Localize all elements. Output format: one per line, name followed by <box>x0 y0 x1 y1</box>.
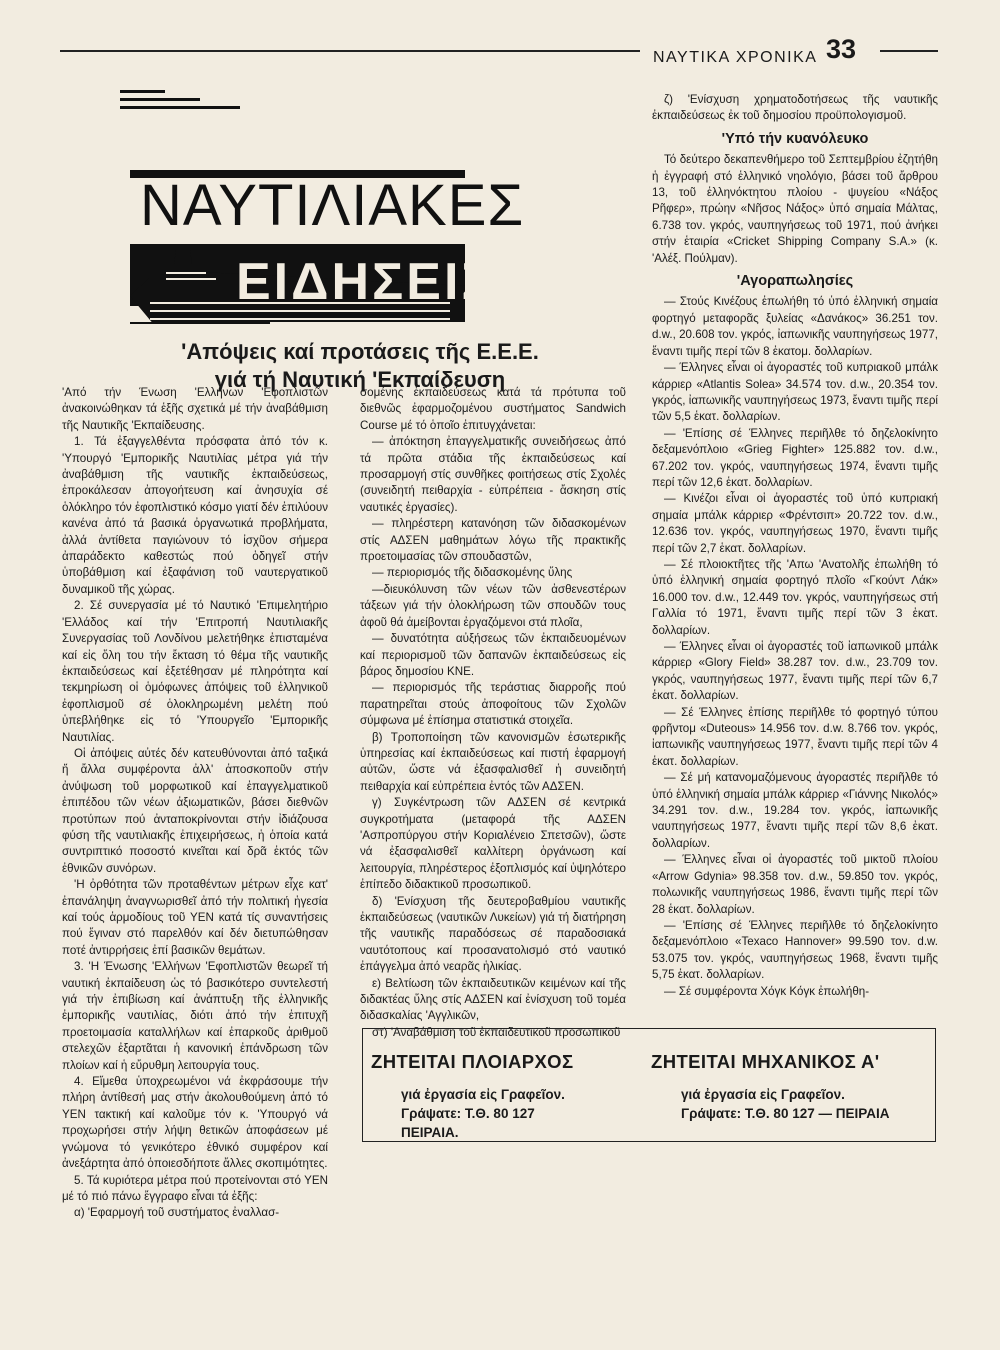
news-item: — 'Επίσης σέ Έλληνες περιῆλθε τό δηζελοκίνητο δεξαμενόπλοιο «Texaco Hannover» 99.590 τον. d.w. 53.075 τον. γκρός, ναυπηγήσεως 1968, ἔναντι τιμῆς 5,75 ἑκατ. δολλαρίων. <box>652 918 938 982</box>
magazine-name: ΝΑΥΤΙΚΑ ΧΡΟΝΙΚΑ <box>653 49 818 66</box>
news-item: — Στούς Κινέζους ἐπωλήθη τό ὑπό ἑλληνική σημαία φορτηγό μεταφορᾶς ξυλείας «Δανάκος» 36.251 τον. d.w., 20.608 τον. γκρός, ἰαπωνικῆς ναυπηγήσεως 1977, ἔναντι τιμῆς περί τῶν 8 ἑκατομ. δολλαρίων. <box>652 295 938 358</box>
section-heading: 'Υπό τήν κυανόλευκο <box>721 130 869 147</box>
paragraph: 2. Σέ συνεργασία μέ τό Ναυτικό 'Επιμελητήριο 'Ελλάδος καί τήν 'Επιτροπή Ναυτιλιακῆς Συνεργασίας τοῦ Λονδίνου μελετήθηκε ἐπισταμένα καί εἰς ὅλη του τήν ἔκταση τό θέμα τῆς ναυτικῆς ἐκπαιδεύσεως καί ἐξετέθησαν μέ πληρότητα καί τεκμηρίωση οἱ ὁμόφωνες ἀπόψεις τοῦ ἑλληνικοῦ ἐφοπλισμοῦ σέ ὁλοκληρωμένη μελέτη πού ὑπεβλήθηκε εἰς τό 'Υπουργεῖο 'Εμπορικῆς Ναυτιλίας. <box>62 599 328 744</box>
paragraph: — ἀπόκτηση ἐπαγγελματικῆς συνειδήσεως ἀπό τά πρῶτα στάδια τῆς ἐκπαιδεύσεως καί προσαρμογή στίς συνθῆκες φοιτήσεως στίς Σχολές (συνειδητή πειθαρχία - εὐπρέπεια - ἄσκηση στίς ναυτικές ἐργασίες). <box>360 435 626 514</box>
header-rule <box>60 50 640 52</box>
ad-text: γιά ἐργασία εἰς Γραφεῖον. <box>401 1087 565 1102</box>
paragraph: 'Η ὀρθότητα τῶν προταθέντων μέτρων εἶχε κατ' ἐπανάληψη ἀναγνωρισθεῖ ἀπό τήν πολιτική ἡγεσία καί τούς ἁρμοδίους τοῦ ΥΕΝ κατά τίς συναντήσεις πού ἔγιναν στό παρελθόν καί δέν διετυπώθησαν ποτέ ἀντιρρήσεις ἐπί βασικῶν θεμάτων. <box>62 878 328 957</box>
paragraph: — περιορισμός τῆς διδασκομένης ὕλης <box>372 566 573 580</box>
article-column-1 <box>62 385 328 1222</box>
news-item: — Κινέζοι εἶναι οἱ ἀγοραστές τοῦ ὑπό κυπριακή σημαία μπάλκ κάρριερ «Φρέντσιπ» 20.722 τον. d.w., 12.636 τον. γκρός, ναυπηγήσεως 1970, ἔναντι τιμῆς περί τῶν 2,7 ἑκατ. δολλαρίων. <box>652 492 938 555</box>
paragraph: ζ) 'Ενίσχυση χρηματοδοτήσεως τῆς ναυτικῆς ἐκπαιδεύσεως ἐκ τοῦ δημοσίου προϋπολογισμοῦ. <box>652 93 938 123</box>
news-item: — Έλληνες εἶναι οἱ ἀγοραστές τοῦ ἰαπωνικοῦ μπάλκ κάρριερ «Glory Field» 38.287 τον. d.w., 23.709 τον. γκρός, ναυπηγήσεως 1977, ἔναντι τιμῆς περί τῶν 6,7 ἑκατ. δολλαρίων. <box>652 640 938 703</box>
ad-captain <box>371 1051 646 1142</box>
news-item: — Έλληνες εἶναι οἱ ἀγοραστές τοῦ μικτοῦ πλοίου «Arrow Gdynia» 98.358 τον. d.w., 59.850 τον. γκρός, πολωνικῆς ναυπηγήσεως 1986, ἔναντι τιμῆς περί τῶν 28 ἑκατ. δολλαρίων. <box>652 853 938 916</box>
article-column-2 <box>360 385 626 1041</box>
paragraph: α) 'Εφαρμογή τοῦ συστήματος ἐναλλασ- <box>74 1206 280 1220</box>
banner-title-line2: ΕΙΔΗΣΕΙΣ <box>236 253 496 311</box>
news-item: — Σέ μή κατανομαζόμενους ἀγοραστές περιῆλθε τό ὑπό ἑλληνική σημαία μπάλκ κάρριερ «Γιάννης Νικολός» 34.291 τον. d.w., 19.284 τον. γκρός, ἰαπωνικῆς ναυπηγήσεως 1977, ἔναντι τιμῆς περί τῶν 8,6 ἑκατ. δολλαρίων. <box>652 771 938 850</box>
page-number: 33 <box>826 34 857 64</box>
paragraph: β) Τροποποίηση τῶν κανονισμῶν ἐσωτερικῆς ὑπηρεσίας καί ἐκπαιδεύσεως καί πιστή ἐφαρμογή αὐτῶν, ὥστε νά ἐξασφαλισθεῖ ἡ συνειδητή πειθαρχία καί εὐπρέπεια ἐντός τῶν ΑΔΣΕΝ. <box>360 730 626 793</box>
ad-title: ΖΗΤΕΙΤΑΙ ΠΛΟΙΑΡΧΟΣ <box>371 1051 574 1072</box>
headline-line1: 'Απόψεις καί προτάσεις τῆς Ε.Ε.Ε. <box>181 339 539 364</box>
ad-text: ΠΕΙΡΑΙΑ. <box>401 1125 459 1140</box>
paragraph: στ) 'Αναβάθμιση τοῦ ἐκπαιδευτικοῦ προσωπικοῦ <box>372 1025 621 1039</box>
header-rule-right <box>880 50 938 52</box>
paragraph: — πληρέστερη κατανόηση τῶν διδασκομένων στίς ΑΔΣΕΝ μαθημάτων λόγω τῆς πρακτικῆς προετοιμασίας τῶν σπουδαστῶν, <box>360 517 626 564</box>
news-item: — Σέ συμφέροντα Χόγκ Κόγκ ἐπωλήθη- <box>664 984 870 998</box>
news-item: — Σέ Έλληνες ἐπίσης περιῆλθε τό φορτηγό τύπου φρῆντομ «Duteous» 14.956 τον. d.w. 8.766 τον. γκρός, ἰαπωνικῆς ναυπηγήσεως 1977, ἔναντι τιμῆς περί τῶν 4 ἑκατ. δολλαρίων. <box>652 705 938 768</box>
ad-text: γιά ἐργασία εἰς Γραφεῖον. <box>681 1087 845 1102</box>
banner-title-line1: ΝΑΥΤΙΛΙΑΚΕΣ <box>140 173 525 238</box>
paragraph: 5. Τά κυριότερα μέτρα πού προτείνονται στό ΥΕΝ μέ τό πιό πάνω ἔγγραφο εἶναι τά ἑξῆς: <box>62 1173 328 1203</box>
section-banner <box>90 72 525 334</box>
paragraph: ε) Βελτίωση τῶν ἐκπαιδευτικῶν κειμένων καί τῆς διδακτέας ὕλης στίς ΑΔΣΕΝ καί ἐνίσχυση τοῦ τομέα διδασκαλίας 'Αγγλικῶν, <box>360 976 626 1023</box>
paragraph: Τό δεύτερο δεκαπενθήμερο τοῦ Σεπτεμβρίου ἐζητήθη ἡ ἐγγραφή στό ἑλληνικό νηολόγιο, βάσει τοῦ ἄρθρου 13, τοῦ ἑλληνόκτητου πλοίου - ψυγείου «Νάξος Ρῆφερ», πρώην «Νῆσος Νάξος» ὑπό σημαία Μάλτας, 6.738 τον. γκρός, ναυπηγήσεως τοῦ 1971, πού ἀνήκει στήν ἑταιρία «Cricket Shipping Company S.A.» (κ. 'Αλέξ. Πούλμαν). <box>652 153 938 265</box>
headline-line2: γιά τή Ναυτική 'Εκπαίδευση <box>214 367 506 392</box>
paragraph: 1. Τά ἐξαγγελθέντα πρόσφατα ἀπό τόν κ. 'Υπουργό 'Εμπορικῆς Ναυτιλίας μέτρα γιά τήν ἀναβάθμιση τῆς ναυτικῆς ἐκπαιδεύσεως, ἐπροκάλεσαν ἀπογοήτευση καί ἀνησυχία σέ ὁλόκληρο τόν ἐφοπλιστικό κόσμο γιατί δέν ἐπιλύουν κανένα ἀπό τά βασικά ὀργανωτικά προβλήματα, ἀλλά ἀντίθετα παγιώνουν τό ἰσχῦον σήμερα ἀπαράδεκτο καθεστώς πού ὁδηγεῖ στήν ὑποβάθμιση καί ἐξαφάνιση τοῦ ναυτεργατικοῦ δυναμικοῦ τῆς χώρας. <box>62 435 328 596</box>
news-item: — Σέ πλοιοκτῆτες τῆς 'Απω 'Ανατολῆς ἐπωλήθη τό ὑπό ἑλληνική σημαία φορτηγό πλοῖο «Γκούντ Λάκ» 16.000 τον. d.w., 12.449 τον. γκρός, ναυπηγήσεως στή Γαλλία τό 1971, ἔναντι τιμῆς περί τῶν 3 ἑκατ. δολλαρίων. <box>652 557 938 637</box>
paragraph: 'Από τήν Ένωση 'Ελλήνων 'Εφοπλιστῶν ἀνακοινώθηκαν τά ἑξῆς σχετικά μέ τήν ἀναβάθμιση τῆς Ναυτικῆς 'Εκπαίδευσης. <box>62 386 328 432</box>
ad-title: ΖΗΤΕΙΤΑΙ ΜΗΧΑΝΙΚΟΣ Α' <box>651 1051 880 1072</box>
paragraph: 3. 'Η Ένωσης 'Ελλήνων 'Εφοπλιστῶν θεωρεῖ τή ναυτική ἐκπαίδευση ὡς τό βασικότερο συντελεστή γιά τήν ἐπιβίωση καί ἀνάπτυξη τῆς ἑλληνικῆς ἐμπορικῆς ναυτιλίας, διότι ἀπό τήν ἐπιτυχῆ προετοιμασία καταλλήλων καί ἐπαρκοῦς ἀριθμοῦ στελεχῶν ἐξαρτᾶται ἡ κανονική ἐπάνδρωση τῶν πλοίων καί ἡ εὔρυθμη λειτουργία τους. <box>62 960 328 1072</box>
paragraph: 4. Εἴμεθα ὑποχρεωμένοι νά ἐκφράσουμε τήν πλήρη ἀντίθεσή μας στήν ἀκολουθούμενη ἀπό τό ΥΕΝ τακτική καί καλοῦμε τόν κ. 'Υπουργό νά προχωρήσει στήν λήψη θετικῶν ἀποφάσεων μέ γνώμονα τό γενικότερο ἐθνικό συμφέρον καί ἀνεξάρτητα ἀπό ὁποιεσδήποτε ἄλλες σκοπιμότητες. <box>62 1075 328 1171</box>
paragraph: δ) 'Ενίσχυση τῆς δευτεροβαθμίου ναυτικῆς ἐκπαιδεύσεως (ναυτικῶν Λυκείων) γιά τή διατήρηση τῆς ναυτικῆς παραδόσεως σέ παραδοσιακά ναυτότοπους καί προσανατολισμό στό ναυτικό ἐπάγγελμα ἀπό νεαρᾶς ἡλικίας. <box>360 894 626 974</box>
paragraph: — περιορισμός τῆς τεράστιας διαρροῆς πού παρατηρεῖται στούς ἀποφοίτους τῶν Σχολῶν σύμφωνα μέ ἐπίσημα στατιστικά στοιχεῖα. <box>360 681 626 728</box>
ad-text: Γράψατε: Τ.Θ. 80 127 — ΠΕΙΡΑΙΑ <box>681 1106 890 1121</box>
news-item: — 'Επίσης σέ Έλληνες περιῆλθε τό δηζελοκίνητο δεξαμενόπλοιο «Grieg Fighter» 125.882 τον. d.w., 67.202 τον. γκρός, ναυπηγήσεως 1974, ἔναντι τιμῆς περί τῶν 12,6 ἑκατ. δολλαρίων. <box>652 426 938 489</box>
ad-text: Γράψατε: Τ.Θ. 80 127 <box>401 1106 535 1121</box>
classified-ads-box <box>362 1028 936 1142</box>
news-item: — Έλληνες εἶναι οἱ ἀγοραστές τοῦ κυπριακοῦ μπάλκ κάρριερ «Atlantis Solea» 34.574 τον. d.w., 20.354 τον. γκρός, ἰαπωνικῆς ναυπηγήσεως 1973, ἔναντι τιμῆς περί τῶν 5,5 ἑκατ. δολλαρίων. <box>652 361 938 424</box>
paragraph: Οἱ ἀπόψεις αὐτές δέν κατευθύνονται ἀπό ταξικά ἤ ἄλλα συμφέροντα ἀλλ' ἀποσκοποῦν στήν ἀνύψωση τοῦ μορφωτικοῦ καί ἐπαγγελματικοῦ ἐπιπέδου τῶν νέων ἀξιωματικῶν, βάσει διεθνῶν προτύπων πού ἀνταποκρίνονται στήν ἰδιάζουσα φύση τῆς ναυτιλιακῆς ἐπιχειρήσεως, ἡ ὁποία κατά συντριπτικό ποσοστό κινεῖται καί δρᾶ ἐκτός τῶν ἐθνικῶν συνόρων. <box>62 746 328 875</box>
section-heading: 'Αγοραπωλησίες <box>736 273 854 290</box>
paragraph: γ) Συγκέντρωση τῶν ΑΔΣΕΝ σέ κεντρικά συγκροτήματα (μεταφορά τῆς ΑΔΣΕΝ 'Ασπροπύργου στήν Κοριαλένειο Σπετσῶν), ὥστε νά ἐξασφαλισθεῖ καλλίτερη ὀργάνωση καί λειτουργία, πληρέστερος ἐξοπλισμός καί ὑψηλότερο ἐπίπεδο διδακτικοῦ προσωπικοῦ. <box>360 796 626 892</box>
paragraph: — δυνατότητα αὐξήσεως τῶν ἐκπαιδευομένων καί περιορισμοῦ τῶν δαπανῶν ἐκπαιδεύσεως εἰς βάρος δημοσίου ΚΝΕ. <box>360 632 626 678</box>
ad-engineer <box>651 1051 931 1123</box>
paragraph: σομένης ἐκπαιδεύσεως κατά τά πρότυπα τοῦ διεθνῶς ἐφαρμοζομένου συστήματος Sandwich Course μέ τό ὁποῖο ἐπιτυγχάνεται: <box>360 386 626 432</box>
paragraph: —διευκόλυνση τῶν νέων τῶν ἀσθενεστέρων τάξεων γιά τήν ὁλοκλήρωση τῶν σπουδῶν τους ἀφοῦ θά ἀμείβονται ἐργαζόμενοι στά πλοῖα, <box>360 582 626 629</box>
news-column <box>652 92 938 1000</box>
